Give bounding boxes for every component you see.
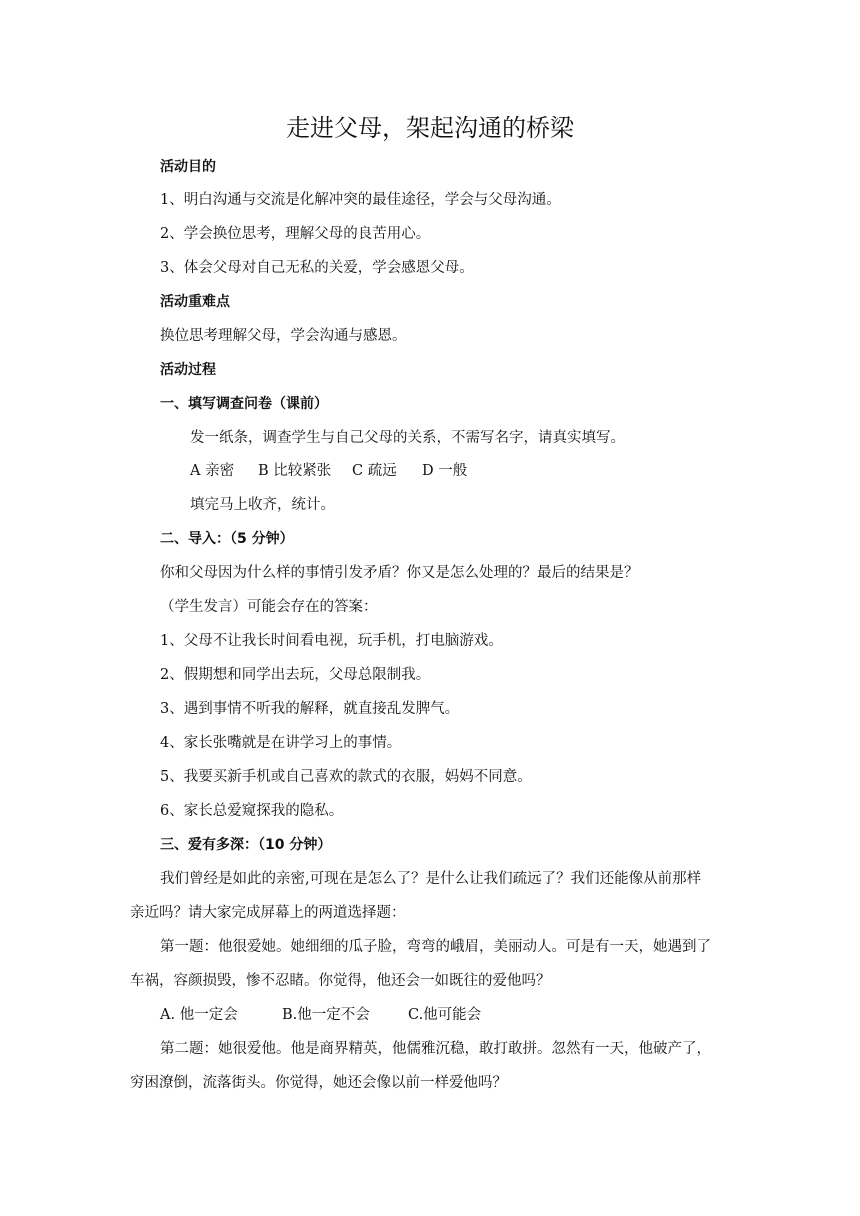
- answer-item: 1、父母不让我长时间看电视，玩手机，打电脑游戏。: [160, 633, 503, 649]
- document-title: 走进父母，架起沟通的桥梁: [286, 114, 574, 142]
- option-b: B 比较紧张: [258, 463, 332, 479]
- question-1-line: 第一题：他很爱她。她细细的瓜子脸，弯弯的峨眉，美丽动人。可是有一天，她遇到了: [160, 939, 711, 955]
- step3-heading: 三、爱有多深：（10 分钟）: [160, 837, 332, 853]
- answer-item: 2、假期想和同学出去玩，父母总限制我。: [160, 667, 431, 683]
- goal-heading: 活动目的: [160, 159, 216, 175]
- step1-heading: 一、填写调查问卷（课前）: [160, 396, 328, 412]
- option-a: A 亲密: [190, 463, 235, 479]
- step3-paragraph-line: 我们曾经是如此的亲密,可现在是怎么了？是什么让我们疏远了？我们还能像从前那样: [160, 871, 702, 887]
- q1-option-c: C.他可能会: [408, 1007, 482, 1023]
- goal-item: 1、明白沟通与交流是化解冲突的最佳途径，学会与父母沟通。: [160, 192, 561, 208]
- question-2-line: 穷困潦倒，流落街头。你觉得，她还会像以前一样爱他吗？: [130, 1075, 507, 1091]
- answer-item: 6、家长总爱窥探我的隐私。: [160, 803, 344, 819]
- step2-question: 你和父母因为什么样的事情引发矛盾？你又是怎么处理的？最后的结果是？: [160, 565, 639, 581]
- answer-item: 4、家长张嘴就是在讲学习上的事情。: [160, 735, 402, 751]
- q1-option-b: B.他一定不会: [282, 1007, 370, 1023]
- process-heading: 活动过程: [160, 362, 216, 378]
- answer-item: 5、我要买新手机或自己喜欢的款式的衣服，妈妈不同意。: [160, 769, 532, 785]
- key-text: 换位思考理解父母，学会沟通与感恩。: [160, 328, 407, 344]
- step1-text: 发一纸条，调查学生与自己父母的关系，不需写名字，请真实填写。: [190, 430, 625, 446]
- step1-text2: 填完马上收齐，统计。: [190, 497, 335, 513]
- answer-item: 3、遇到事情不听我的解释，就直接乱发脾气。: [160, 701, 460, 717]
- option-d: D 一般: [422, 463, 468, 479]
- goal-item: 3、体会父母对自己无私的关爱，学会感恩父母。: [160, 260, 474, 276]
- question-2-line: 第二题：她很爱他。他是商界精英，他儒雅沉稳，敢打敢拼。忽然有一天，他破产了，: [160, 1041, 711, 1057]
- step2-heading: 二、导入：（5 分钟）: [160, 531, 294, 547]
- step3-paragraph-line: 亲近吗？请大家完成屏幕上的两道选择题：: [130, 905, 406, 921]
- q1-option-a: A. 他一定会: [160, 1007, 238, 1023]
- question-1-options: [160, 1005, 481, 1025]
- option-c: C 疏远: [352, 463, 397, 479]
- question-1-line: 车祸，容颜损毁，惨不忍睹。你觉得，他还会一如既往的爱他吗？: [130, 973, 551, 989]
- goal-item: 2、学会换位思考，理解父母的良苦用心。: [160, 226, 431, 242]
- step1-options: [190, 461, 467, 481]
- step2-intro: （学生发言）可能会存在的答案：: [160, 599, 378, 615]
- key-heading: 活动重难点: [160, 294, 230, 310]
